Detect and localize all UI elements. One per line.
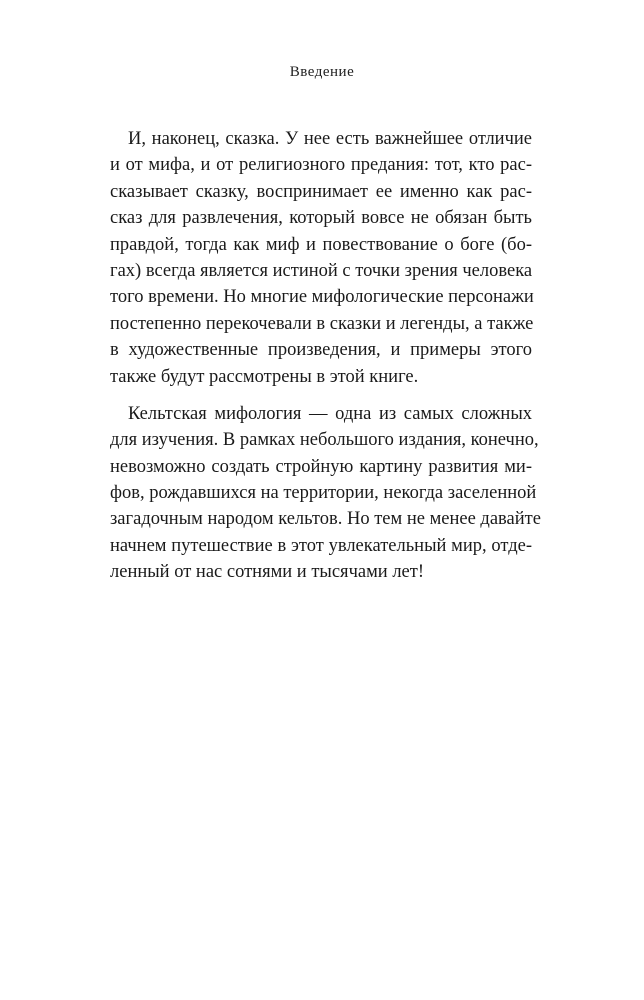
paragraph-spacer (110, 390, 532, 401)
text-line: И, наконец, сказка. У нее есть важнейшее отличие (128, 129, 532, 149)
text-line: в художественные произведения, и примеры этого (110, 340, 532, 361)
text-line: гах) всегда является истиной с точки зрения человека (110, 260, 533, 281)
text-line: сказ для развлечения, который вовсе не обязан быть (110, 208, 532, 229)
text-line: и от мифа, и от религиозного предания: тот, кто рас- (110, 155, 532, 176)
text-line: ленный от нас сотнями и тысячами лет! (110, 562, 425, 583)
text-line: начнем путешествие в этот увлекательный мир, отде- (110, 535, 532, 556)
paragraph-1 (110, 126, 532, 390)
text-line: также будут рассмотрены в этой книге. (110, 366, 419, 387)
running-head: Введение (289, 64, 355, 80)
text-line: невозможно создать стройную картину развития ми- (110, 456, 532, 477)
text-line: загадочным народом кельтов. Но тем не менее давайте (110, 509, 541, 530)
text-line: того времени. Но многие мифологические персонажи (110, 287, 534, 308)
text-line: правдой, тогда как миф и повествование о боге (бо- (110, 234, 532, 255)
paragraph-2 (110, 401, 541, 586)
text-line: Кельтская мифология — одна из самых сложных (128, 403, 532, 424)
text-line: сказывает сказку, воспринимает ее именно как рас- (110, 181, 532, 202)
body-text (110, 126, 541, 586)
text-line: постепенно перекочевали в сказки и легенды, а также (110, 313, 534, 334)
text-line: фов, рождавшихся на территории, некогда заселенной (110, 483, 537, 504)
text-line: для изучения. В рамках небольшого издания, конечно, (110, 430, 539, 451)
